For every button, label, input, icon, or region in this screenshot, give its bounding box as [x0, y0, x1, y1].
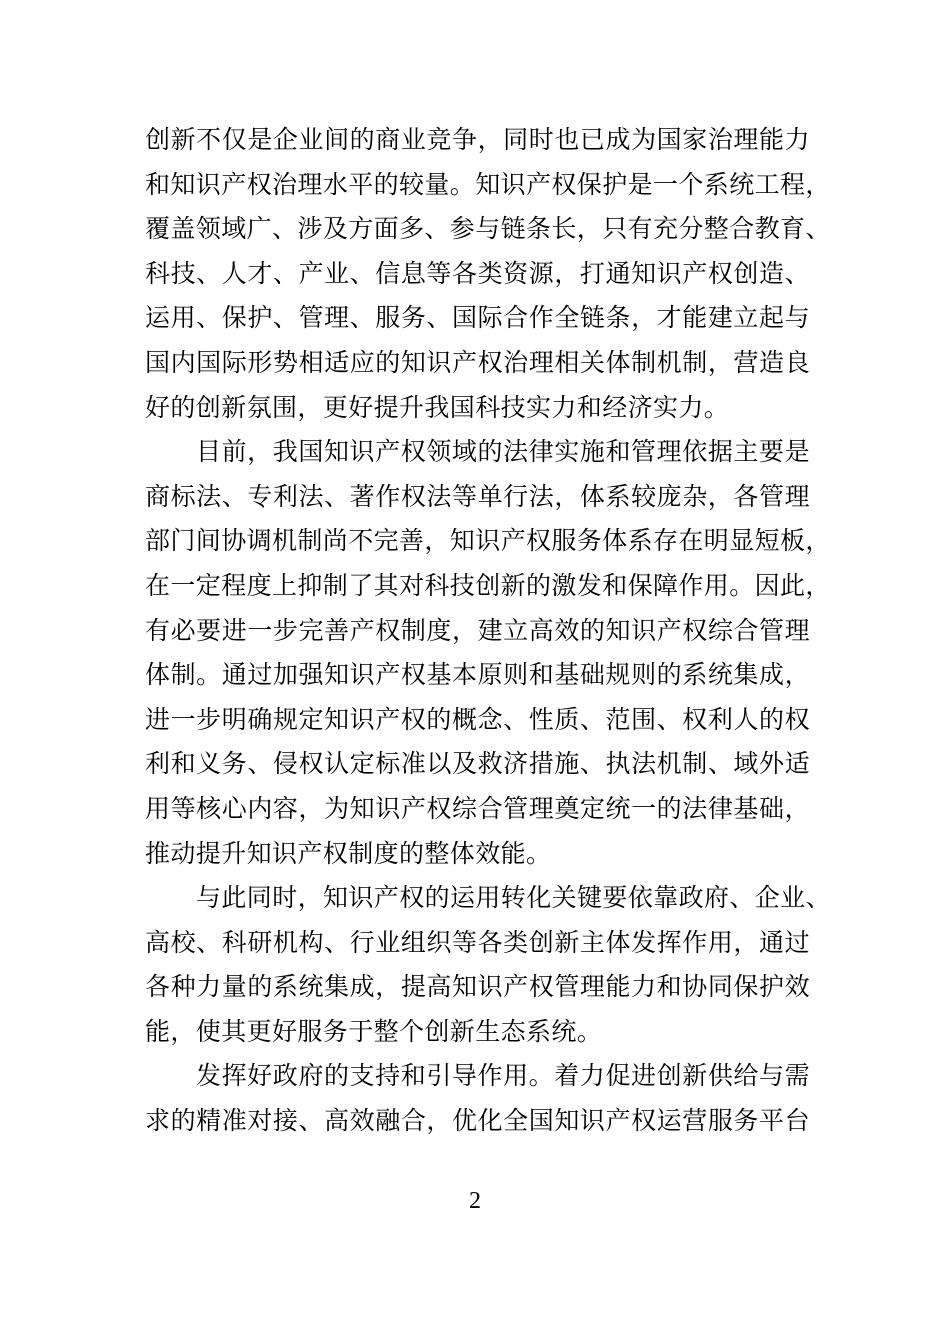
text-line: 目前，我国知识产权领域的法律实施和管理依据主要是: [196, 437, 810, 467]
text-line: 有必要进一步完善产权制度，建立高效的知识产权综合管理: [145, 615, 810, 645]
text-line: 各种力量的系统集成，提高知识产权管理能力和协同保护效: [145, 972, 810, 1002]
body-text: [145, 118, 832, 1144]
text-line: 商标法、专利法、著作权法等单行法，体系较庞杂，各管理: [145, 481, 810, 511]
text-line: 与此同时，知识产权的运用转化关键要依靠政府、企业、: [196, 883, 832, 913]
text-line: 创新不仅是企业间的商业竞争，同时也已成为国家治理能力: [145, 125, 810, 154]
text-line: 进一步明确规定知识产权的概念、性质、范围、权利人的权: [145, 704, 810, 734]
text-line: 高校、科研机构、行业组织等各类创新主体发挥作用，通过: [145, 927, 810, 957]
text-line: 好的创新氛围，更好提升我国科技实力和经济实力。: [145, 392, 730, 422]
text-line: 科技、人才、产业、信息等各类资源，打通知识产权创造、: [145, 258, 810, 288]
text-line: 用等核心内容，为知识产权综合管理奠定统一的法律基础，: [145, 793, 810, 823]
text-line: 推动提升知识产权制度的整体效能。: [145, 838, 552, 868]
text-line: 和知识产权治理水平的较量。知识产权保护是一个系统工程，: [145, 169, 831, 199]
text-line: 发挥好政府的支持和引导作用。着力促进创新供给与需: [196, 1061, 810, 1091]
text-line: 能，使其更好服务于整个创新生态系统。: [145, 1016, 603, 1046]
text-line: 国内国际形势相适应的知识产权治理相关体制机制，营造良: [145, 347, 810, 377]
text-line: 在一定程度上抑制了其对科技创新的激发和保障作用。因此，: [145, 570, 831, 600]
page-number: 2: [469, 1188, 481, 1214]
text-line: 运用、保护、管理、服务、国际合作全链条，才能建立起与: [145, 303, 810, 333]
text-line: 求的精准对接、高效融合，优化全国知识产权运营服务平台: [145, 1106, 810, 1136]
text-line: 体制。通过加强知识产权基本原则和基础规则的系统集成，: [145, 660, 810, 690]
text-line: 利和义务、侵权认定标准以及救济措施、执法机制、域外适: [145, 749, 810, 779]
text-line: 覆盖领域广、涉及方面多、参与链条长，只有充分整合教育、: [145, 214, 831, 244]
text-line: 部门间协调机制尚不完善，知识产权服务体系存在明显短板，: [145, 526, 831, 556]
